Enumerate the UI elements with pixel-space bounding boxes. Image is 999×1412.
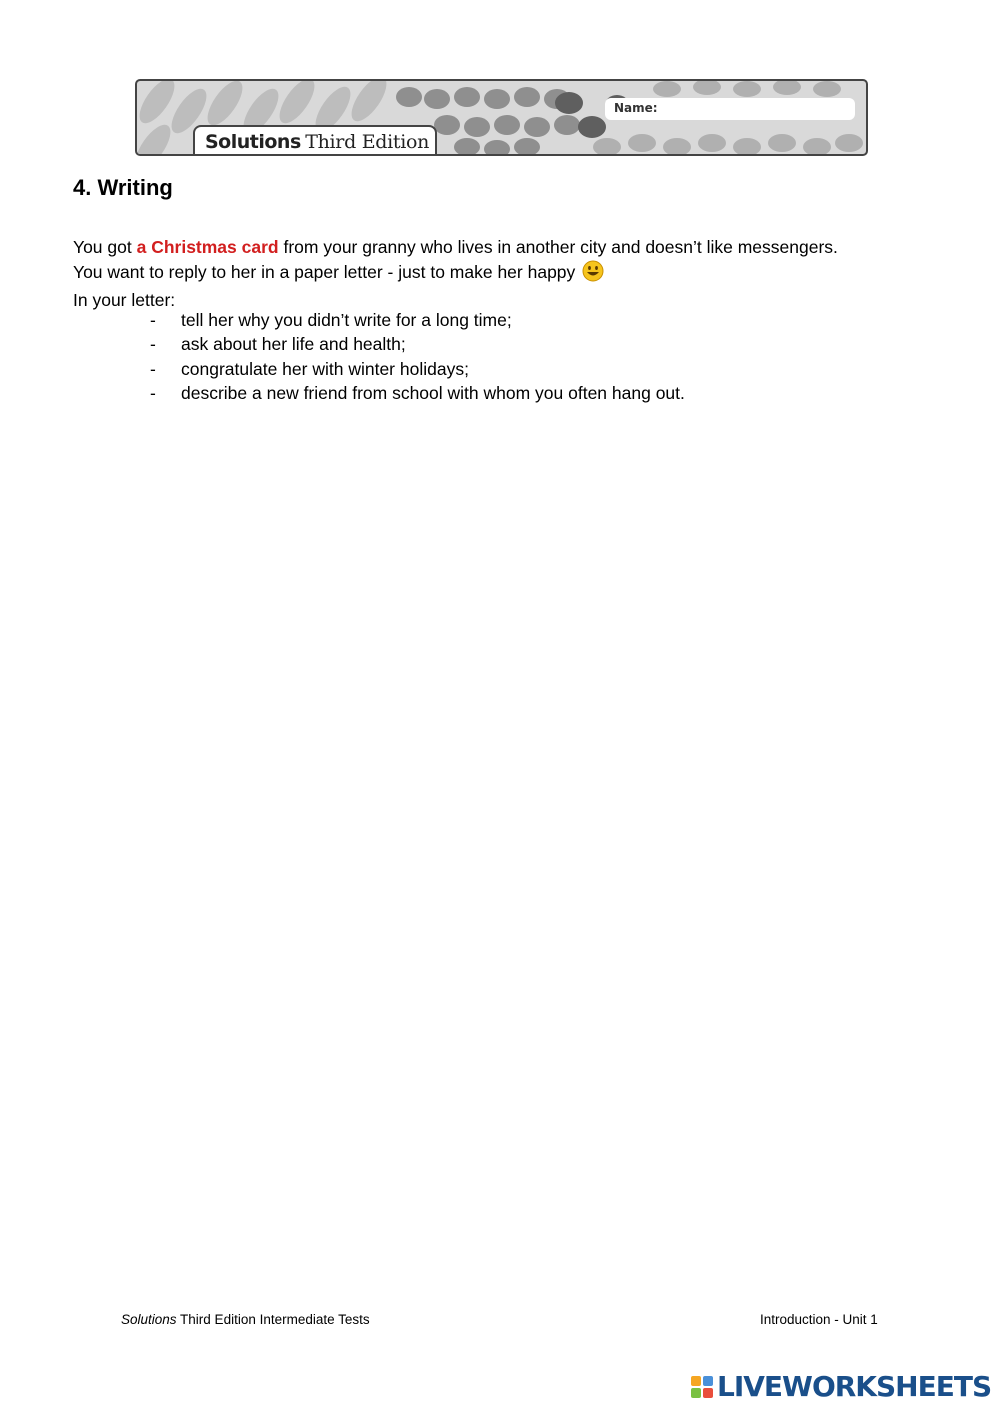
list-item bbox=[150, 332, 685, 356]
footer-right: Introduction - Unit 1 bbox=[760, 1312, 878, 1327]
footer-series-name: Solutions bbox=[121, 1312, 177, 1327]
bullet-dash: - bbox=[150, 310, 156, 330]
header-banner bbox=[135, 79, 868, 156]
task-line-1-end: from your granny who lives in another city and doesn’t like messengers. bbox=[278, 237, 838, 257]
footer-series-rest: Third Edition Intermediate Tests bbox=[176, 1312, 370, 1327]
footer-left bbox=[121, 1312, 370, 1327]
bullet-text: ask about her life and health; bbox=[181, 334, 406, 355]
task-line-3: In your letter: bbox=[73, 290, 176, 310]
list-item bbox=[150, 357, 685, 381]
task-line-1-start: You got bbox=[73, 237, 137, 257]
section-title: 4. Writing bbox=[73, 175, 173, 200]
task-intro bbox=[73, 235, 953, 313]
bullet-dash: - bbox=[150, 358, 156, 379]
list-item bbox=[150, 308, 685, 332]
task-bullet-list bbox=[150, 308, 685, 406]
liveworksheets-icon bbox=[691, 1376, 713, 1403]
brand-tab bbox=[193, 125, 437, 156]
name-label: Name: bbox=[614, 101, 658, 115]
task-line-2-text: You want to reply to her in a paper letter - just to make her happy bbox=[73, 261, 576, 282]
bullet-text: describe a new friend from school with whom you often hang out. bbox=[181, 383, 685, 404]
list-item bbox=[150, 381, 685, 405]
task-line-1 bbox=[73, 235, 953, 260]
task-line-2 bbox=[73, 260, 953, 289]
brand-edition: Third Edition bbox=[305, 131, 430, 153]
name-field[interactable] bbox=[605, 98, 855, 120]
brand-name: Solutions bbox=[205, 131, 301, 153]
bullet-text: congratulate her with winter holidays; bbox=[181, 358, 469, 379]
bullet-dash: - bbox=[150, 334, 156, 355]
liveworksheets-text: LIVEWORKSHEETS bbox=[717, 1370, 992, 1403]
bullet-text: tell her why you didn’t write for a long time; bbox=[181, 310, 512, 330]
highlight-christmas-card: a Christmas card bbox=[136, 237, 279, 257]
bullet-dash: - bbox=[150, 383, 156, 404]
smiley-icon bbox=[582, 260, 604, 289]
